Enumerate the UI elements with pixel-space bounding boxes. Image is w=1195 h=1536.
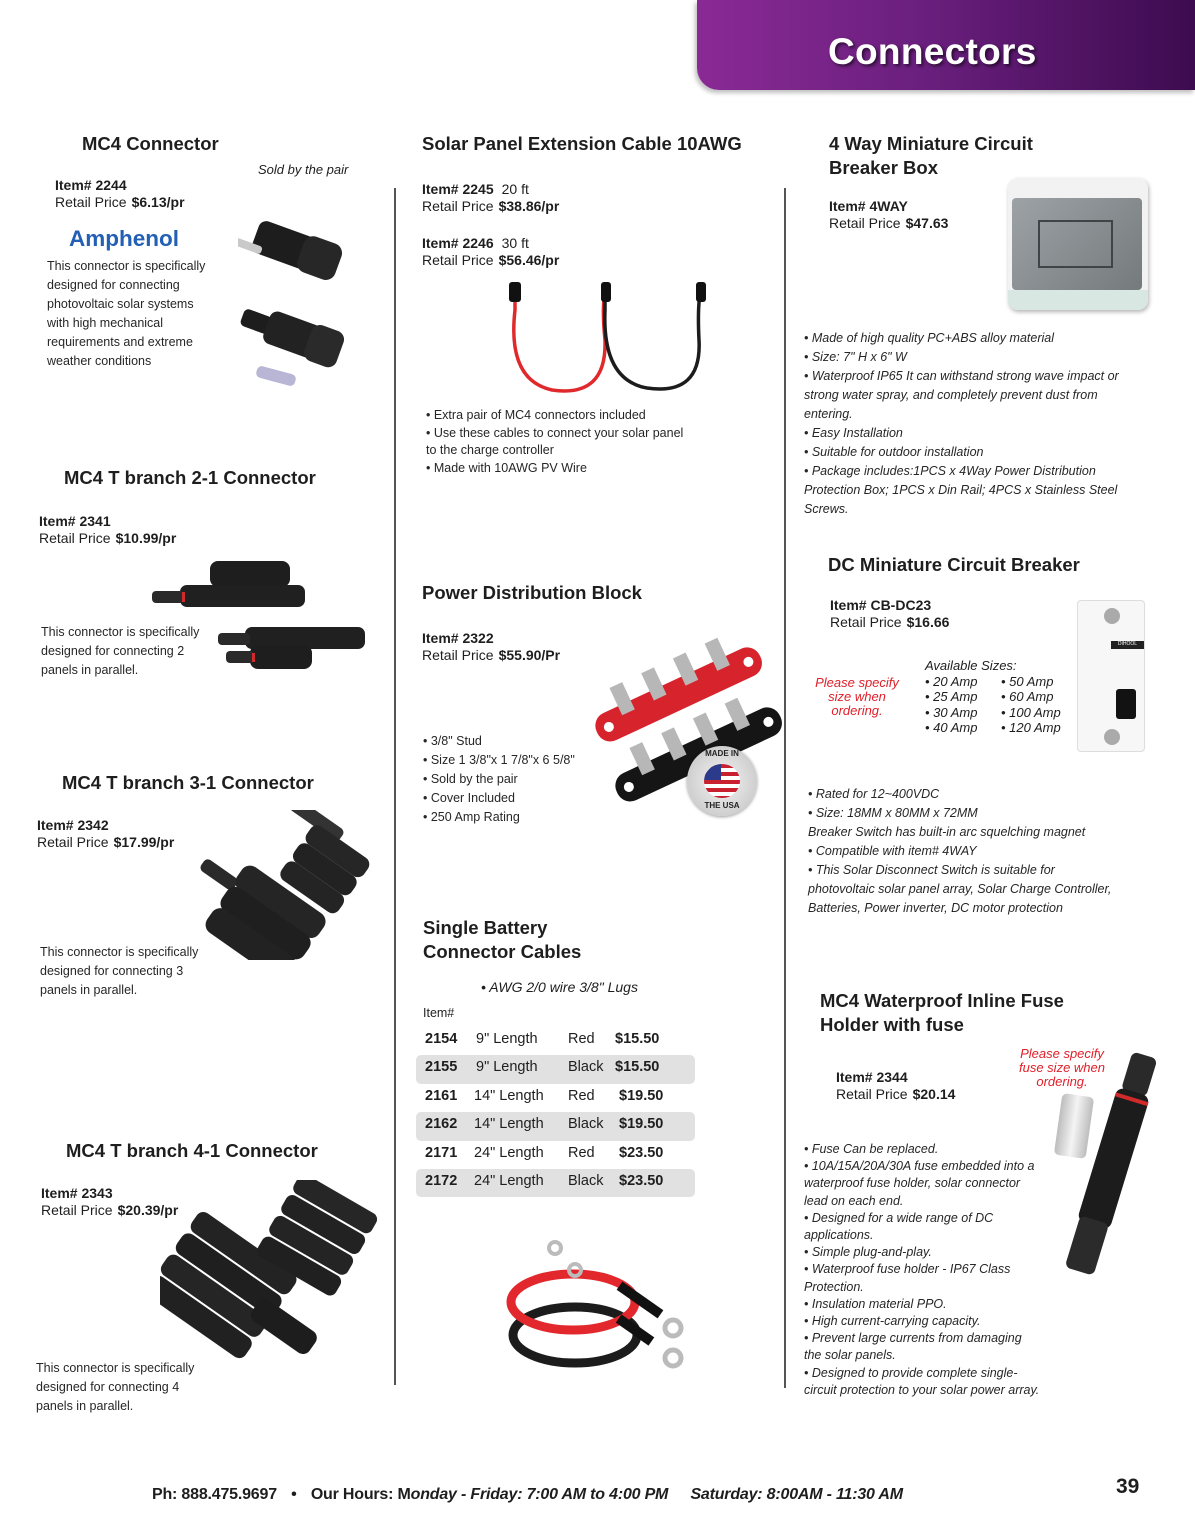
- fuse-holder-image: [1055, 1050, 1165, 1290]
- retail-price: Retail Price $16.66: [830, 614, 950, 630]
- battery-cable-image: [505, 1240, 695, 1375]
- t-branch-4-1-image: [160, 1180, 385, 1365]
- phone-number: Ph: 888.475.9697: [152, 1486, 277, 1503]
- extension-cable-image: [497, 280, 722, 402]
- brand-logo-amphenol: Amphenol: [69, 226, 179, 251]
- product-description: This connector is specifically designed for connecting 2 panels in parallel.: [41, 625, 200, 677]
- contact-footer: Ph: 888.475.9697 • Our Hours: Monday - Friday: 7:00 AM to 4:00 PM Saturday: 8:00AM - 11:30 AM: [152, 1486, 903, 1503]
- wire-spec: • AWG 2/0 wire 3/8" Lugs: [481, 979, 638, 995]
- item-number: Item# 4WAY: [829, 198, 908, 214]
- item-number: Item# 2341: [39, 513, 111, 529]
- product-title: Solar Panel Extension Cable 10AWG: [422, 133, 742, 154]
- item-number: Item# 2244: [55, 177, 127, 193]
- table-row: 2162 14" Length Black $19.50: [416, 1112, 695, 1140]
- us-flag-icon: [704, 764, 740, 798]
- item-number: Item# 2344: [836, 1069, 908, 1085]
- product-title: Single Battery Connector Cables: [423, 917, 582, 962]
- sizes-list-2: • 50 Amp • 60 Amp • 100 Amp • 120 Amp: [1001, 674, 1061, 735]
- table-row: 2154 9" Length Red $15.50: [425, 1031, 660, 1047]
- weekday-hours: onday - Friday: 7:00 AM to 4:00 PM: [410, 1486, 669, 1503]
- page-number: 39: [1116, 1475, 1140, 1498]
- column-divider: [784, 188, 786, 1388]
- item-number: Item# 2343: [41, 1185, 113, 1201]
- product-description: This connector is specifically designed for connecting 3 panels in parallel.: [40, 945, 199, 997]
- table-row: 2161 14" Length Red $19.50: [425, 1087, 664, 1104]
- product-bullets: • Extra pair of MC4 connectors included • Use these cables to connect your solar panel to the charge controller • Made with 10AWG PV Wire: [426, 408, 684, 475]
- saturday-hours: Saturday: 8:00AM - 11:30 AM: [690, 1486, 903, 1503]
- product-title: MC4 T branch 4-1 Connector: [66, 1140, 318, 1161]
- product-bullets: • 3/8" Stud • Size 1 3/8"x 1 7/8"x 6 5/8" • Sold by the pair • Cover Included • 250 Amp Rating: [423, 734, 575, 824]
- section-title: Connectors: [828, 31, 1037, 72]
- product-title: DC Miniature Circuit Breaker: [828, 554, 1080, 575]
- product-title: 4 Way Miniature Circuit Breaker Box: [829, 133, 1033, 178]
- item-column-header: Item#: [423, 1006, 455, 1020]
- fuse-size-order-note: Please specify fuse size when ordering.: [1019, 1046, 1105, 1089]
- dc-breaker-image: DIHOOL: [1077, 600, 1145, 752]
- retail-price: Retail Price $20.39/pr: [41, 1202, 179, 1218]
- sold-by-pair-note: Sold by the pair: [258, 162, 349, 177]
- product-description: This connector is specifically designed for connecting photovoltaic solar systems with high mechanical requirements and extreme weather conditions: [47, 259, 206, 368]
- breaker-box-image: [1008, 178, 1148, 310]
- item-number: Item# 2322: [422, 630, 494, 646]
- retail-price: Retail Price $47.63: [829, 215, 949, 231]
- retail-price: Retail Price $38.86/pr: [422, 198, 560, 214]
- retail-price: Retail Price $55.90/Pr: [422, 647, 561, 663]
- retail-price: Retail Price $56.46/pr: [422, 252, 560, 268]
- product-title: Power Distribution Block: [422, 582, 642, 603]
- sizes-list-1: • 20 Amp • 25 Amp • 30 Amp • 40 Amp: [925, 674, 978, 735]
- product-title: MC4 Waterproof Inline Fuse Holder with fuse: [820, 990, 1064, 1035]
- size-order-note: Please specify size when ordering.: [815, 675, 899, 718]
- retail-price: Retail Price $10.99/pr: [39, 530, 177, 546]
- item-number: Item# 2246 30 ft: [422, 235, 529, 251]
- t-branch-2-1-image: [150, 555, 370, 685]
- retail-price: Retail Price $20.14: [836, 1086, 956, 1102]
- table-row: 2172 24" Length Black $23.50: [416, 1169, 695, 1197]
- product-title: MC4 Connector: [82, 133, 219, 154]
- item-number: Item# 2245 20 ft: [422, 181, 529, 197]
- retail-price: Retail Price $17.99/pr: [37, 834, 175, 850]
- battery-cable-table: [416, 1027, 695, 1197]
- made-in-usa-badge: MADE IN THE USA: [687, 746, 757, 816]
- table-row: 2155 9" Length Black $15.50: [416, 1055, 695, 1083]
- item-number: Item# CB-DC23: [830, 597, 932, 613]
- product-title: MC4 T branch 2-1 Connector: [64, 467, 316, 488]
- retail-price: Retail Price $6.13/pr: [55, 194, 185, 210]
- column-divider: [394, 188, 396, 1385]
- product-bullets: • Made of high quality PC+ABS alloy material • Size: 7" H x 6" W • Waterproof IP65 It can withstand strong wave impact or strong water spray, and completely prevent dust from entering. • Easy Installation • Suitable for outdoor installation • Package includes:1PCS x 4Way Power Distribution Protection Box; 1PCS x Din Rail; 4PCS x Stainless Steel Screws.: [804, 331, 1119, 516]
- mc4-connector-image: [238, 218, 353, 393]
- product-bullets: • Rated for 12~400VDC • Size: 18MM x 80MM x 72MM Breaker Switch has built-in arc squelching magnet • Compatible with item# 4WAY • This Solar Disconnect Switch is suitable for photovoltaic solar panel array, Solar Charge Controller, Batteries, Power inverter, DC motor protection: [808, 787, 1112, 915]
- product-description: This connector is specifically designed for connecting 4 panels in parallel.: [36, 1361, 195, 1413]
- t-branch-3-1-image: [190, 810, 380, 960]
- item-number: Item# 2342: [37, 817, 109, 833]
- available-sizes-label: Available Sizes:: [925, 658, 1017, 673]
- table-row: 2171 24" Length Red $23.50: [425, 1144, 664, 1161]
- product-title: MC4 T branch 3-1 Connector: [62, 772, 314, 793]
- product-bullets: • Fuse Can be replaced. • 10A/15A/20A/30A fuse embedded into a waterproof fuse holder, solar connector lead on each end. • Designed for a wide range of DC applications. • Simple plug-and-play. • Waterproof fuse holder - IP67 Class Protection. • Insulation material PPO. • High current-carrying capacity. • Prevent large currents from damaging the solar panels. • Designed to provide complete single- circuit protection to your solar power array.: [804, 1142, 1040, 1397]
